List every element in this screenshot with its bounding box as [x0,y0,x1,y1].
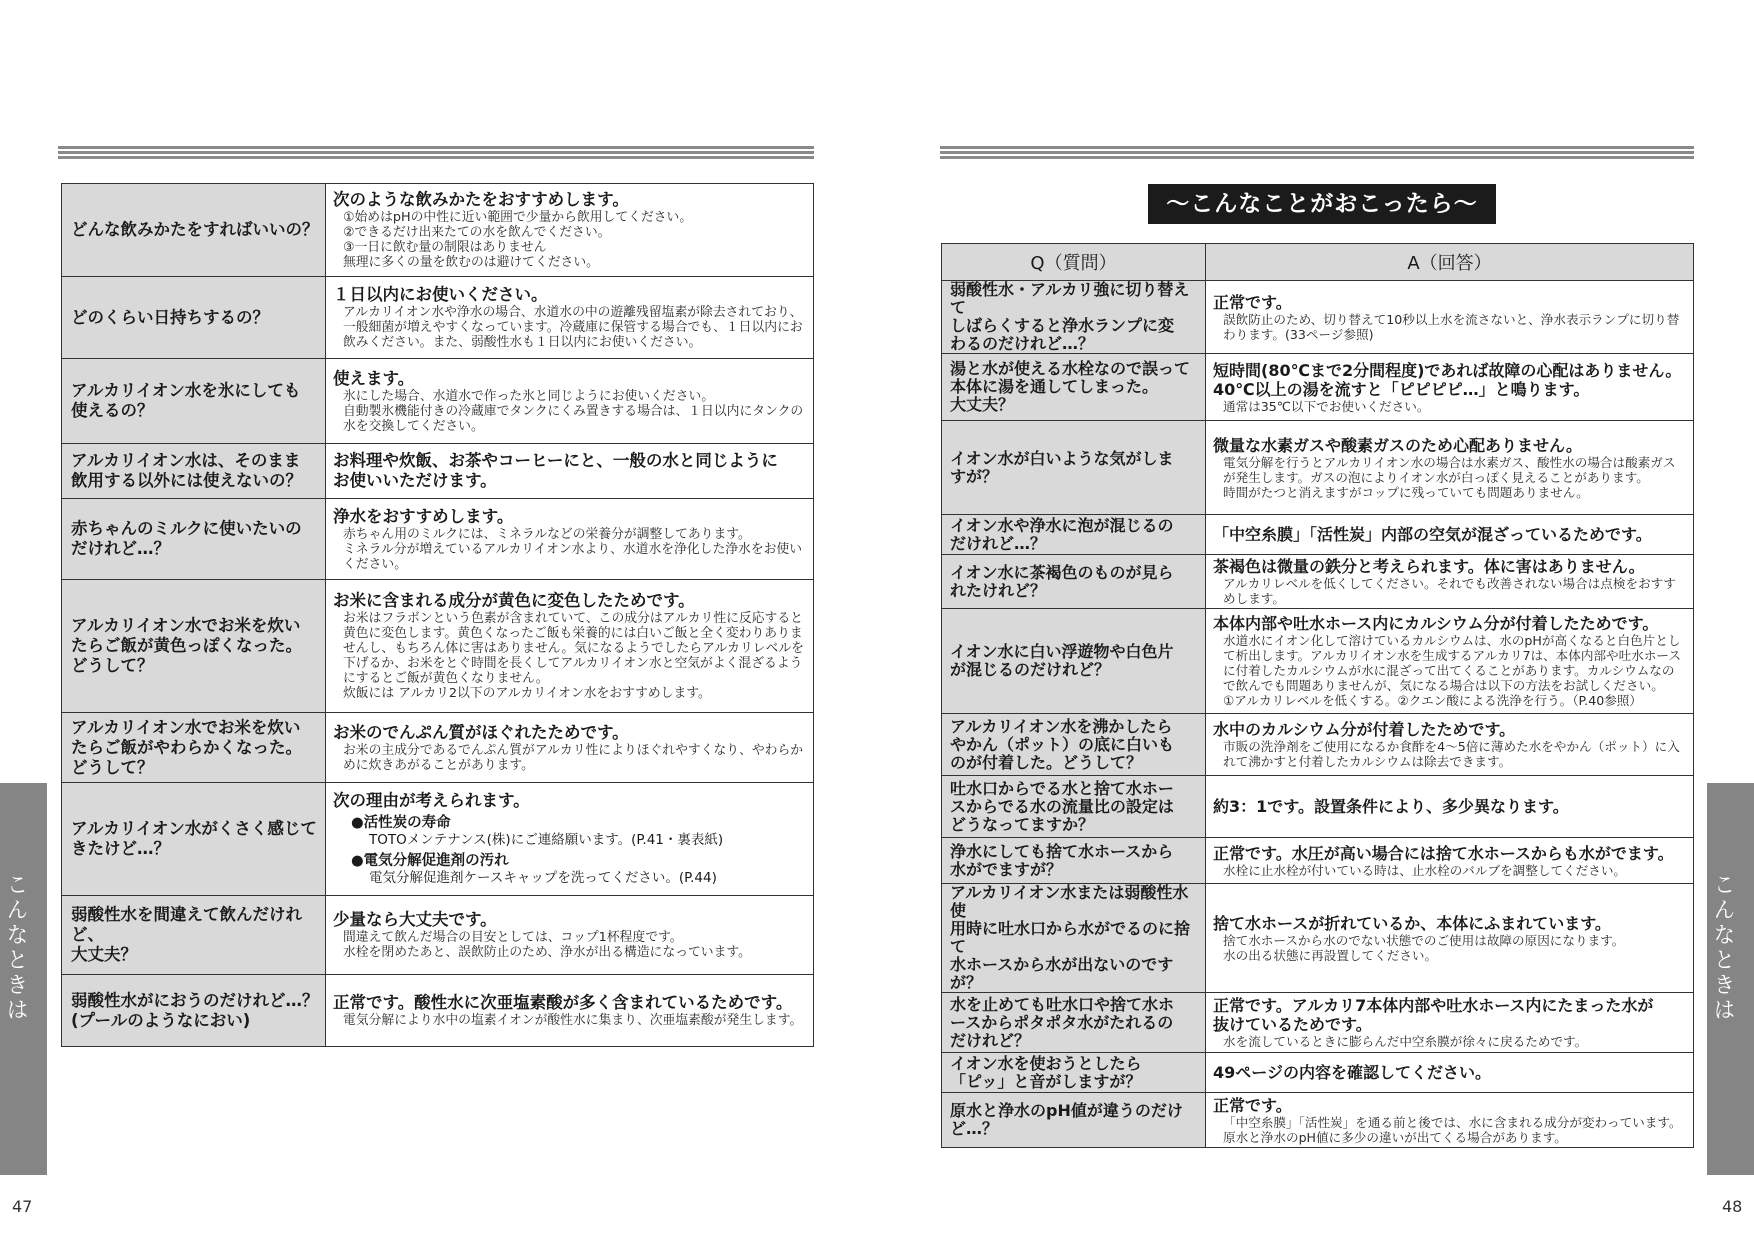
question-cell: 吐水口からでる水と捨て水ホー スからでる水の流量比の設定は どうなってますか？ [942,776,1206,838]
question-cell: アルカリイオン水を沸かしたら やかん（ポット）の底に白いも のが付着した。どうして？ [942,714,1206,776]
table-row [62,184,814,277]
answer-body: アルカリイオン水や浄水の場合、水道水の中の遊離残留塩素が除去されており、一般細菌が増えやすくなっています。冷蔵庫に保管する場合でも、１日以内にお飲みください。また、弱酸性水も１日以内にお使いください。 [343,305,803,350]
answer-heading: 正常です。 [1213,1095,1292,1115]
answer-cell [1206,281,1694,354]
question-cell: 浄水にしても捨て水ホースから 水がでますが？ [942,838,1206,884]
question-cell: アルカリイオン水を氷にしても 使えるの？ [62,359,326,444]
question-cell: アルカリイオン水がくさく感じて きたけど…？ [62,783,326,896]
answer-cell [1206,776,1694,838]
answer-heading: 微量な水素ガスや酸素ガスのため心配ありません。 [1213,435,1582,455]
answer-cell [326,184,814,277]
table-row [62,277,814,359]
table-row [62,499,814,580]
table-row [62,896,814,975]
question-cell: アルカリイオン水でお米を炊い たらご飯が黄色っぽくなった。 どうして？ [62,580,326,713]
question-cell: 弱酸性水がにおうのだけれど…？ (プールのようなにおい) [62,975,326,1047]
reason-1-title: ●活性炭の寿命 [351,815,451,831]
table-row [942,714,1694,776]
answer-body: 電気分解を行うとアルカリイオン水の場合は水素ガス、酸性水の場合は酸素ガスが発生します。ガスの泡によりイオン水が白っぽく見えることがあります。 時間がたつと消えますがコップに残っていても問題ありません。 [1223,454,1676,500]
table-row [942,421,1694,515]
answer-body: ①始めはpHの中性に近い範囲で少量から飲用してください。 ②できるだけ出来たての水を飲んでください。 ③一日に飲む量の制限はありません 無理に多くの量を飲むのは避けてください。 [343,210,693,270]
table-row [62,783,814,896]
answer-body: お米はフラボンという色素が含まれていて、この成分はアルカリ性に反応すると黄色に変色します。黄色くなったご飯も栄養的には白いご飯と全く変わりありませんし、もちろん体に害はありません。気になるようでしたらアルカリレベルを下げるか、お米をとぐ時間を長くしてアルカリイオン水と空気がよく混ざるようにするとご飯が黄色くなりません。 炊飯には アルカリ2以下のアルカリイオン水をおすすめします。 [343,611,804,701]
answer-body: 間違えて飲んだ場合の目安としては、コップ1杯程度です。 水栓を閉めたあと、誤飲防止のため、浄水が出る構造になっています。 [343,930,751,960]
table-row [942,1053,1694,1093]
side-tab-left [0,783,47,1175]
answer-heading: 次の理由が考えられます。 [333,791,530,810]
answer-heading: お料理や炊飯、お茶やコーヒーにと、一般の水と同じように お使いいただけます。 [333,451,778,490]
answer-heading: 使えます。 [333,368,415,388]
question-cell: イオン水に茶褐色のものが見ら れたけれど？ [942,555,1206,609]
answer-cell [326,580,814,713]
table-row [62,580,814,713]
answer-heading: 捨て水ホースが折れているか、本体にふまれています。 [1213,913,1611,933]
table-row [942,838,1694,884]
answer-heading: お米に含まれる成分が黄色に変色したためです。 [333,591,695,610]
question-cell: 水を止めても吐水口や捨て水ホ ースからポタポタ水がたれるの だけれど？ [942,993,1206,1053]
answer-body: 電気分解により水中の塩素イオンが酸性水に集まり、次亜塩素酸が発生します。 [343,1013,803,1028]
question-cell: 弱酸性水・アルカリ強に切り替えて しばらくすると浄水ランプに変 わるのだけれど…？ [942,281,1206,354]
question-cell: 赤ちゃんのミルクに使いたいの だけれど…？ [62,499,326,580]
answer-cell [1206,838,1694,884]
table-row [942,1093,1694,1148]
answer-heading: 「中空糸膜」「活性炭」内部の空気が混ざっているためです。 [1213,525,1652,544]
answer-heading: お米のでんぷん質がほぐれたためです。 [333,722,629,742]
answer-body: 氷にした場合、水道水で作った氷と同じようにお使いください。 自動製氷機能付きの冷蔵庫でタンクにくみ置きする場合は、１日以内にタンクの水を交換してください。 [343,388,804,434]
table-row [942,776,1694,838]
answer-cell [1206,515,1694,555]
answer-body: 水栓に止水栓が付いている時は、止水栓のバルブを調整してください。 [1223,862,1626,878]
section-banner: 〜こんなことがおこったら〜 [1148,184,1496,224]
reason-1-detail: TOTOメンテナンス(株)にご連絡願います。(P.41・裏表紙) [369,832,724,848]
question-cell: どのくらい日持ちするの？ [62,277,326,359]
reason-2-title: ●電気分解促進剤の汚れ [351,853,509,869]
column-header-question: Q（質問） [942,244,1206,281]
answer-heading: 約3：1です。設置条件により、多少異なります。 [1213,797,1569,816]
answer-body: 赤ちゃん用のミルクには、ミネラルなどの栄養分が調整してあります。 ミネラル分が増えているアルカリイオン水より、水道水を浄化した浄水をお使いください。 [343,526,803,572]
side-tab-right-label: こんなときは [1710,873,1735,1023]
answer-cell [1206,555,1694,609]
answer-body: 水を流しているときに膨らんだ中空糸膜が徐々に戻るためです。 [1223,1034,1588,1049]
faq-table-right [941,243,1694,1148]
top-rule-left [58,146,814,161]
question-cell: アルカリイオン水は、そのまま 飲用する以外には使えないの？ [62,444,326,499]
answer-cell [1206,714,1694,776]
answer-cell [1206,609,1694,714]
question-cell: どんな飲みかたをすればいいの？ [62,184,326,277]
answer-cell [326,713,814,783]
answer-heading: 正常です。水圧が高い場合には捨て水ホースからも水がでます。 [1213,843,1674,863]
question-cell: イオン水を使おうとしたら 「ピッ」と音がしますが？ [942,1053,1206,1093]
answer-cell [326,277,814,359]
answer-cell [1206,1053,1694,1093]
answer-body: お米の主成分であるでんぷん質がアルカリ性によりほぐれやすくなり、やわらかめに炊きあがることがあります。 [343,742,804,773]
answer-heading: 本体内部や吐水ホース内にカルシウム分が付着したためです。 [1213,614,1659,633]
question-cell: イオン水に白い浮遊物や白色片 が混じるのだけれど？ [942,609,1206,714]
answer-heading: 浄水をおすすめします。 [333,506,514,526]
reason-2-detail: 電気分解促進剤ケースキャップを洗ってください。(P.44) [369,870,717,886]
answer-body: 「中空糸膜」「活性炭」を通る前と後では、水に含まれる成分が変わっています。 原水と浄水のpH値に多少の違いが出てくる場合があります。 [1223,1114,1682,1145]
answer-body: 通常は35℃以下でお使いください。 [1223,398,1430,414]
question-cell: 原水と浄水のpH値が違うのだけ ど…？ [942,1093,1206,1148]
table-row [942,993,1694,1053]
answer-heading: 正常です。酸性水に次亜塩素酸が多く含まれているためです。 [333,993,793,1012]
answer-heading: 茶褐色は微量の鉄分と考えられます。体に害はありません。 [1213,557,1645,576]
question-cell: アルカリイオン水または弱酸性水使 用時に吐水口から水がでるのに捨て 水ホースから水が出ないのですが？ [942,884,1206,993]
faq-table-left [61,183,814,1047]
answer-body: 水道水にイオン化して溶けているカルシウムは、水のpHが高くなると白色片として析出します。アルカリイオン水を生成するアルカリ7は、本体内部や吐水ホースに付着したカルシウムが水に混ざって出てくることがあります。カルシウムなので飲んでも問題ありませんが、気になる場合は以下の方法をお試しください。 ①アルカリレベルを低くする。②クエン酸による洗浄を行う。（P.40参照） [1223,633,1681,708]
question-cell: 弱酸性水を間違えて飲んだけれど、 大丈夫？ [62,896,326,975]
answer-cell [326,359,814,444]
side-tab-right [1707,783,1754,1175]
answer-cell [1206,1093,1694,1148]
table-row [942,354,1694,421]
question-cell: イオン水が白いような気がしま すが？ [942,421,1206,515]
answer-body: 捨て水ホースから水のでない状態でのご使用は故障の原因になります。 水の出る状態に再設置してください。 [1223,932,1625,963]
answer-heading: 短時間(80℃まで2分間程度)であれば故障の心配はありません。 40℃以上の湯を流すと「ピピピピ…」と鳴ります。 [1213,360,1682,399]
answer-cell [326,783,814,896]
side-tab-left-label: こんなときは [3,873,28,1023]
answer-body: 誤飲防止のため、切り替えて10秒以上水を流さないと、浄水表示ランプに切り替わります。(33ページ参照) [1223,311,1680,342]
table-row [942,281,1694,354]
answer-body: 市販の洗浄剤をご使用になるか食酢を4〜5倍に薄めた水をやかん（ポット）に入れて沸かすと付着したカルシウムは除去できます。 [1223,739,1680,769]
table-row [62,359,814,444]
answer-heading: 次のような飲みかたをおすすめします。 [333,190,629,209]
table-row [62,444,814,499]
answer-cell [1206,884,1694,993]
top-rule-right [940,146,1694,161]
answer-cell [1206,354,1694,421]
table-row [942,609,1694,714]
page-number-left: 47 [12,1197,33,1216]
answer-heading: 正常です。アルカリ7本体内部や吐水ホース内にたまった水が 抜けているためです。 [1213,996,1654,1034]
answer-heading: 49ページの内容を確認してください。 [1213,1063,1491,1082]
table-row [942,884,1694,993]
table-row [62,713,814,783]
table-row [942,555,1694,609]
answer-body: アルカリレベルを低くしてください。それでも改善されない場合は点検をおすすめします。 [1223,576,1676,606]
table-row [62,975,814,1047]
table-header-row [942,244,1694,281]
answer-cell [1206,421,1694,515]
answer-heading: 水中のカルシウム分が付着したためです。 [1213,720,1516,739]
answer-heading: 少量なら大丈夫です。 [333,910,497,929]
answer-heading: 正常です。 [1213,292,1292,312]
answer-cell [1206,993,1694,1053]
page-number-right: 48 [1722,1197,1743,1216]
table-row [942,515,1694,555]
question-cell: 湯と水が使える水栓なので誤って 本体に湯を通してしまった。 大丈夫？ [942,354,1206,421]
answer-cell [326,444,814,499]
answer-heading: １日以内にお使いください。 [333,285,548,304]
question-cell: アルカリイオン水でお米を炊い たらご飯がやわらかくなった。 どうして？ [62,713,326,783]
answer-cell [326,499,814,580]
question-cell: イオン水や浄水に泡が混じるの だけれど…？ [942,515,1206,555]
column-header-answer: A（回答） [1206,244,1694,281]
answer-cell [326,896,814,975]
answer-cell [326,975,814,1047]
